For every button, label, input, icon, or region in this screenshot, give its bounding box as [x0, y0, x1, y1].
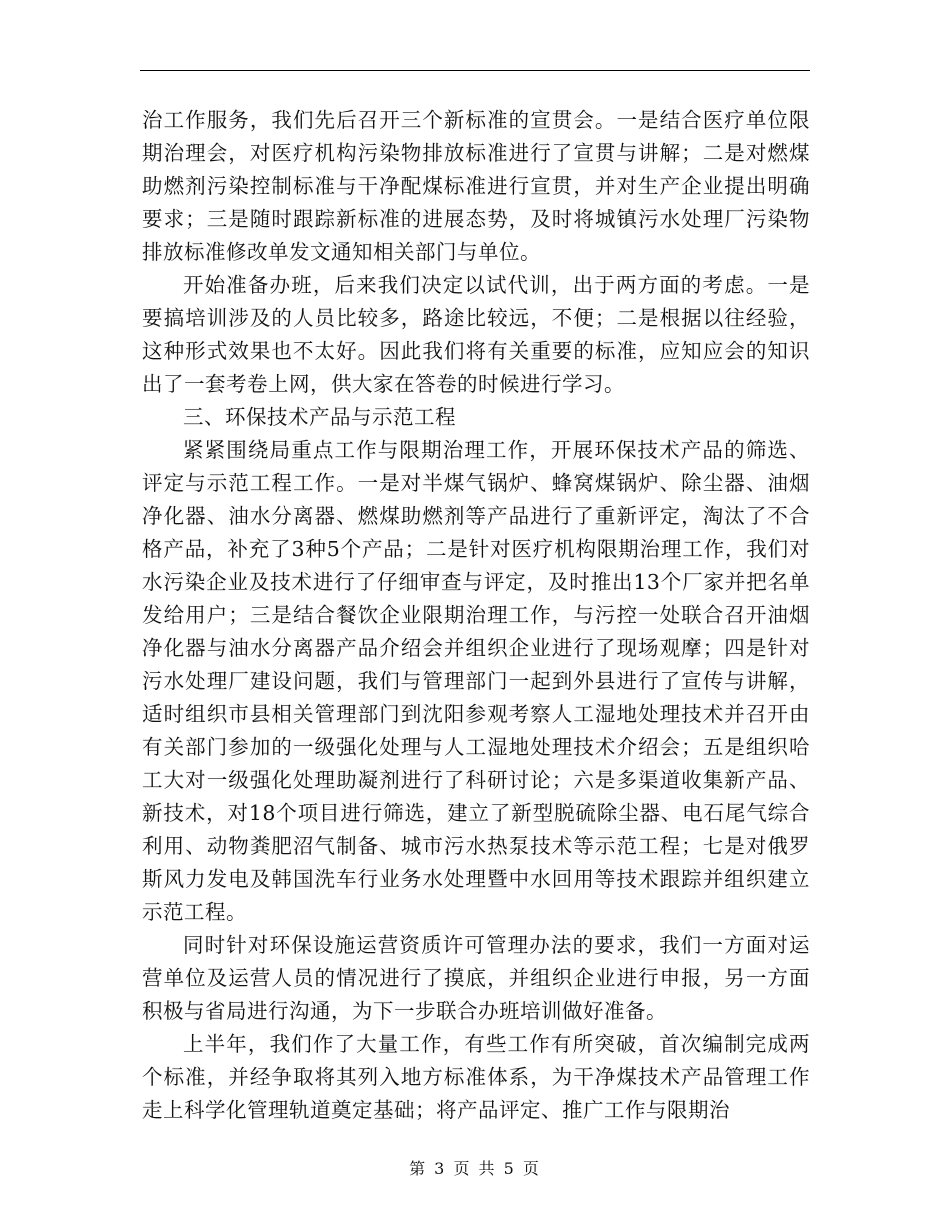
- header-rule: [140, 70, 810, 71]
- paragraph-licensing: 同时针对环保设施运营资质许可管理办法的要求，我们一方面对运营单位及运营人员的情况进行了摸底，并组织企业进行申报，另一方面积极与省局进行沟通，为下一步联合办班培训做好准备。: [142, 933, 810, 1023]
- paragraph-continuation: 治工作服务，我们先后召开三个新标准的宣贯会。一是结合医疗单位限期治理会，对医疗机构污染物排放标准进行了宣贯与讲解；二是对燃煤助燃剂污染控制标准与干净配煤标准进行宣贯，并对生产企业提出明确要求；三是随时跟踪新标准的进展态势，及时将城镇污水处理厂污染物排放标准修改单发文通知相关部门与单位。: [142, 108, 810, 264]
- page-footer: [0, 1156, 950, 1179]
- body-text: [142, 104, 810, 1127]
- paragraph-summary: 上半年，我们作了大量工作，有些工作有所突破，首次编制完成两个标准，并经争取将其列入地方标准体系，为干净煤技术产品管理工作走上科学化管理轨道奠定基础；将产品评定、推广工作与限期治: [142, 1032, 810, 1122]
- page-number: 第 3 页 共 5 页: [409, 1159, 541, 1178]
- section-heading: 三、环保技术产品与示范工程: [183, 405, 456, 429]
- paragraph-demonstration: 紧紧围绕局重点工作与限期治理工作，开展环保技术产品的筛选、评定与示范工程工作。一是对半煤气锅炉、蜂窝煤锅炉、除尘器、油烟净化器、油水分离器、燃煤助燃剂等产品进行了重新评定，淘汰了不合格产品，补充了3种5个产品；二是针对医疗机构限期治理工作，我们对水污染企业及技术进行了仔细审查与评定，及时推出13个厂家并把名单发给用户；三是结合餐饮企业限期治理工作，与污控一处联合召开油烟净化器与油水分离器产品介绍会并组织企业进行了现场观摩；四是针对污水处理厂建设问题，我们与管理部门一起到外县进行了宣传与讲解，适时组织市县相关管理部门到沈阳参观考察人工湿地处理技术并召开由有关部门参加的一级强化处理与人工湿地处理技术介绍会；五是组织哈工大对一级强化处理助凝剂进行了科研讨论；六是多渠道收集新产品、新技术，对18个项目进行筛选，建立了新型脱硫除尘器、电石尾气综合利用、动物粪肥沼气制备、城市污水热泵技术等示范工程；七是对俄罗斯风力发电及韩国洗车行业务水处理暨中水回用等技术跟踪并组织建立示范工程。: [142, 438, 810, 924]
- paragraph-training: 开始准备办班，后来我们决定以试代训，出于两方面的考虑。一是要搞培训涉及的人员比较多，路途比较远，不便；二是根据以往经验，这种形式效果也不太好。因此我们将有关重要的标准，应知应会的知识出了一套考卷上网，供大家在答卷的时候进行学习。: [142, 273, 810, 396]
